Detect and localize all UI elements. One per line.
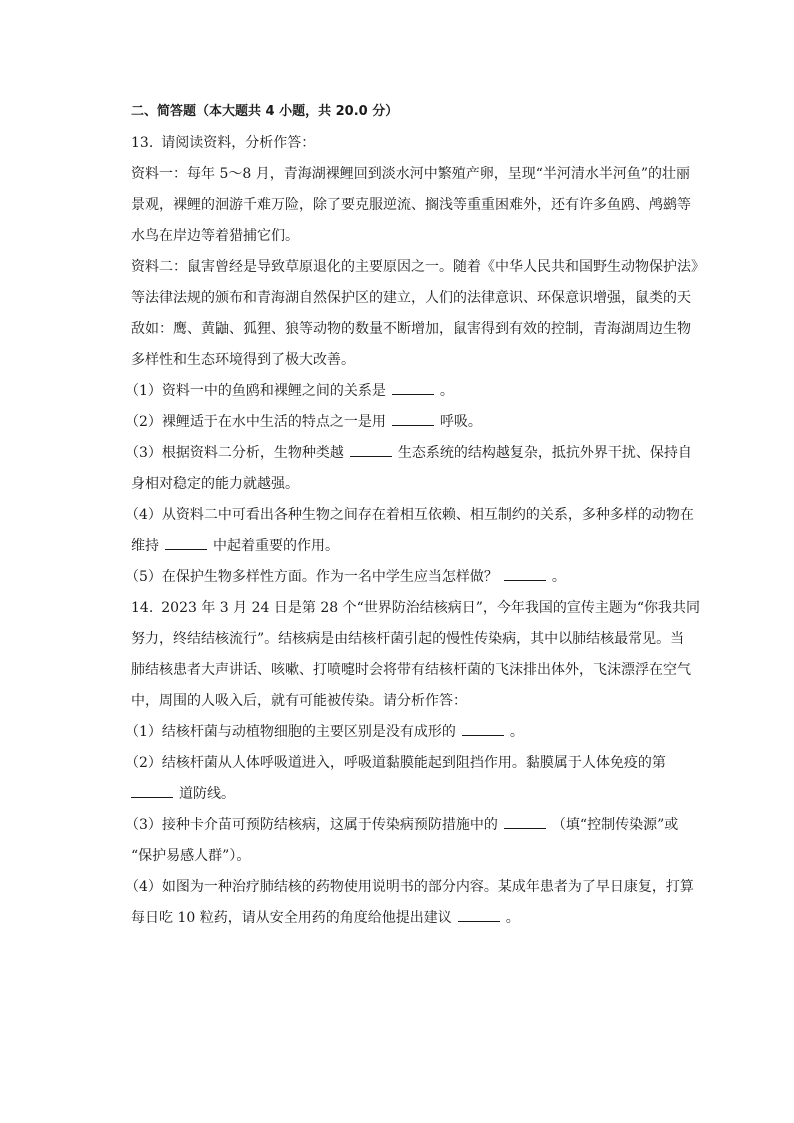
material-1-line: 景观，裸鲤的洄游千难万险，除了要克服逆流、搁浅等重重困难外，还有许多鱼鸥、鸬鹚等 [131,197,691,213]
question-text: 2023 年 3 月 24 日是第 28 个“世界防治结核病日”，今年我国的宣传主题为“你我共同 [161,600,701,616]
answer-blank[interactable] [392,411,434,426]
question-14-stem-line: 中，周围的人吸入后，就有可能被传染。请分析作答： [131,693,467,709]
q14-sub-question-1 [125,721,697,752]
sub-question-text: 呼吸。 [439,414,482,430]
q14-sub-question-2: （2）结核杆菌从人体呼吸道进入，呼吸道黏膜能起到阻挡作用。黏膜属于人体免疫的第 [125,755,666,771]
material-1-line: 水鸟在岸边等着猎捕它们。 [131,228,299,244]
answer-blank[interactable] [131,783,173,798]
question-number: 14. [131,600,154,616]
page-content [125,101,705,938]
sub-question-text: 。 [505,910,520,926]
sub-question-text: 道防线。 [179,786,235,802]
q14-sub-question-4: （4）如图为一种治疗肺结核的药物使用说明书的部分内容。某成年患者为了早日康复，打算 [125,879,694,895]
q14-sub-question-3 [125,814,697,845]
answer-blank[interactable] [165,535,207,550]
answer-blank[interactable] [504,566,546,581]
sub-question-text: （5）在保护生物多样性方面。作为一名中学生应当怎样做？ [125,569,498,585]
sub-question-text: （2）裸鲤适于在水中生活的特点之一是用 [125,414,386,430]
answer-blank[interactable] [350,442,392,457]
q13-sub-question-4: （4）从资料二中可看出各种生物之间存在着相互依赖、相互制约的关系，多种多样的动物在 [125,507,694,523]
sub-question-text: 。 [509,724,524,740]
sub-question-text: （3）根据资料二分析，生物种类越 [125,445,344,461]
q13-sub-question-2 [125,411,697,442]
answer-blank[interactable] [458,907,500,922]
material-2-line: 等法律法规的颁布和青海湖自然保护区的建立，人们的法律意识、环保意识增强，鼠类的天 [131,290,691,306]
question-text: 请阅读资料，分析作答： [161,135,316,151]
question-14-stem-line: 努力，终结结核流行”。结核病是由结核杆菌引起的慢性传染病，其中以肺结核最常见。当 [131,631,685,647]
sub-question-text: （3）接种卡介苗可预防结核病，这属于传染病预防措施中的 [125,817,498,833]
question-number: 13. [131,135,154,151]
sub-question-text: 生态系统的结构越复杂，抵抗外界干扰、保持自 [397,445,692,461]
answer-blank[interactable] [392,380,434,395]
sub-question-text: （填“控制传染源”或 [551,817,679,833]
question-14-stem [131,597,701,628]
section-title: 二、简答题（本大题共 4 小题，共 20.0 分） [131,104,399,119]
material-2-line: 资料二：鼠害曾经是导致草原退化的主要原因之一。随着《中华人民共和国野生动物保护法》 [131,259,705,275]
sub-question-text: （1）资料一中的鱼鸥和裸鲤之间的关系是 [125,383,386,399]
q14-sub-question-2-cont [131,783,697,814]
question-14-stem-line: 肺结核患者大声讲话、咳嗽、打喷嚏时会将带有结核杆菌的飞沫排出体外，飞沫漂浮在空气 [131,662,691,678]
q14-sub-question-3-cont: “保护易感人群”）。 [131,848,251,864]
question-13-stem [131,132,697,163]
sub-question-text: 维持 [131,538,159,554]
material-2-line: 多样性和生态环境得到了极大改善。 [131,352,355,368]
q13-sub-question-3-cont: 身相对稳定的能力就越强。 [131,476,299,492]
q13-sub-question-3 [125,442,697,473]
answer-blank[interactable] [504,814,546,829]
sub-question-text: 中起着重要的作用。 [213,538,339,554]
q13-sub-question-5 [125,566,697,597]
q13-sub-question-4-cont [131,535,697,566]
q13-sub-question-1 [125,380,697,411]
answer-blank[interactable] [462,721,504,736]
sub-question-text: 。 [439,383,454,399]
sub-question-text: （1）结核杆菌与动植物细胞的主要区别是没有成形的 [125,724,456,740]
sub-question-text: 每日吃 10 粒药，请从安全用药的角度给他提出建议 [131,910,452,926]
sub-question-text: 。 [551,569,566,585]
material-1-line: 资料一：每年 5～8 月，青海湖裸鲤回到淡水河中繁殖产卵，呈现“半河清水半河鱼”的壮丽 [131,166,691,182]
material-2-line: 敌如：鹰、黄鼬、狐狸、狼等动物的数量不断增加，鼠害得到有效的控制，青海湖周边生物 [131,321,691,337]
q14-sub-question-4-cont [131,907,697,938]
